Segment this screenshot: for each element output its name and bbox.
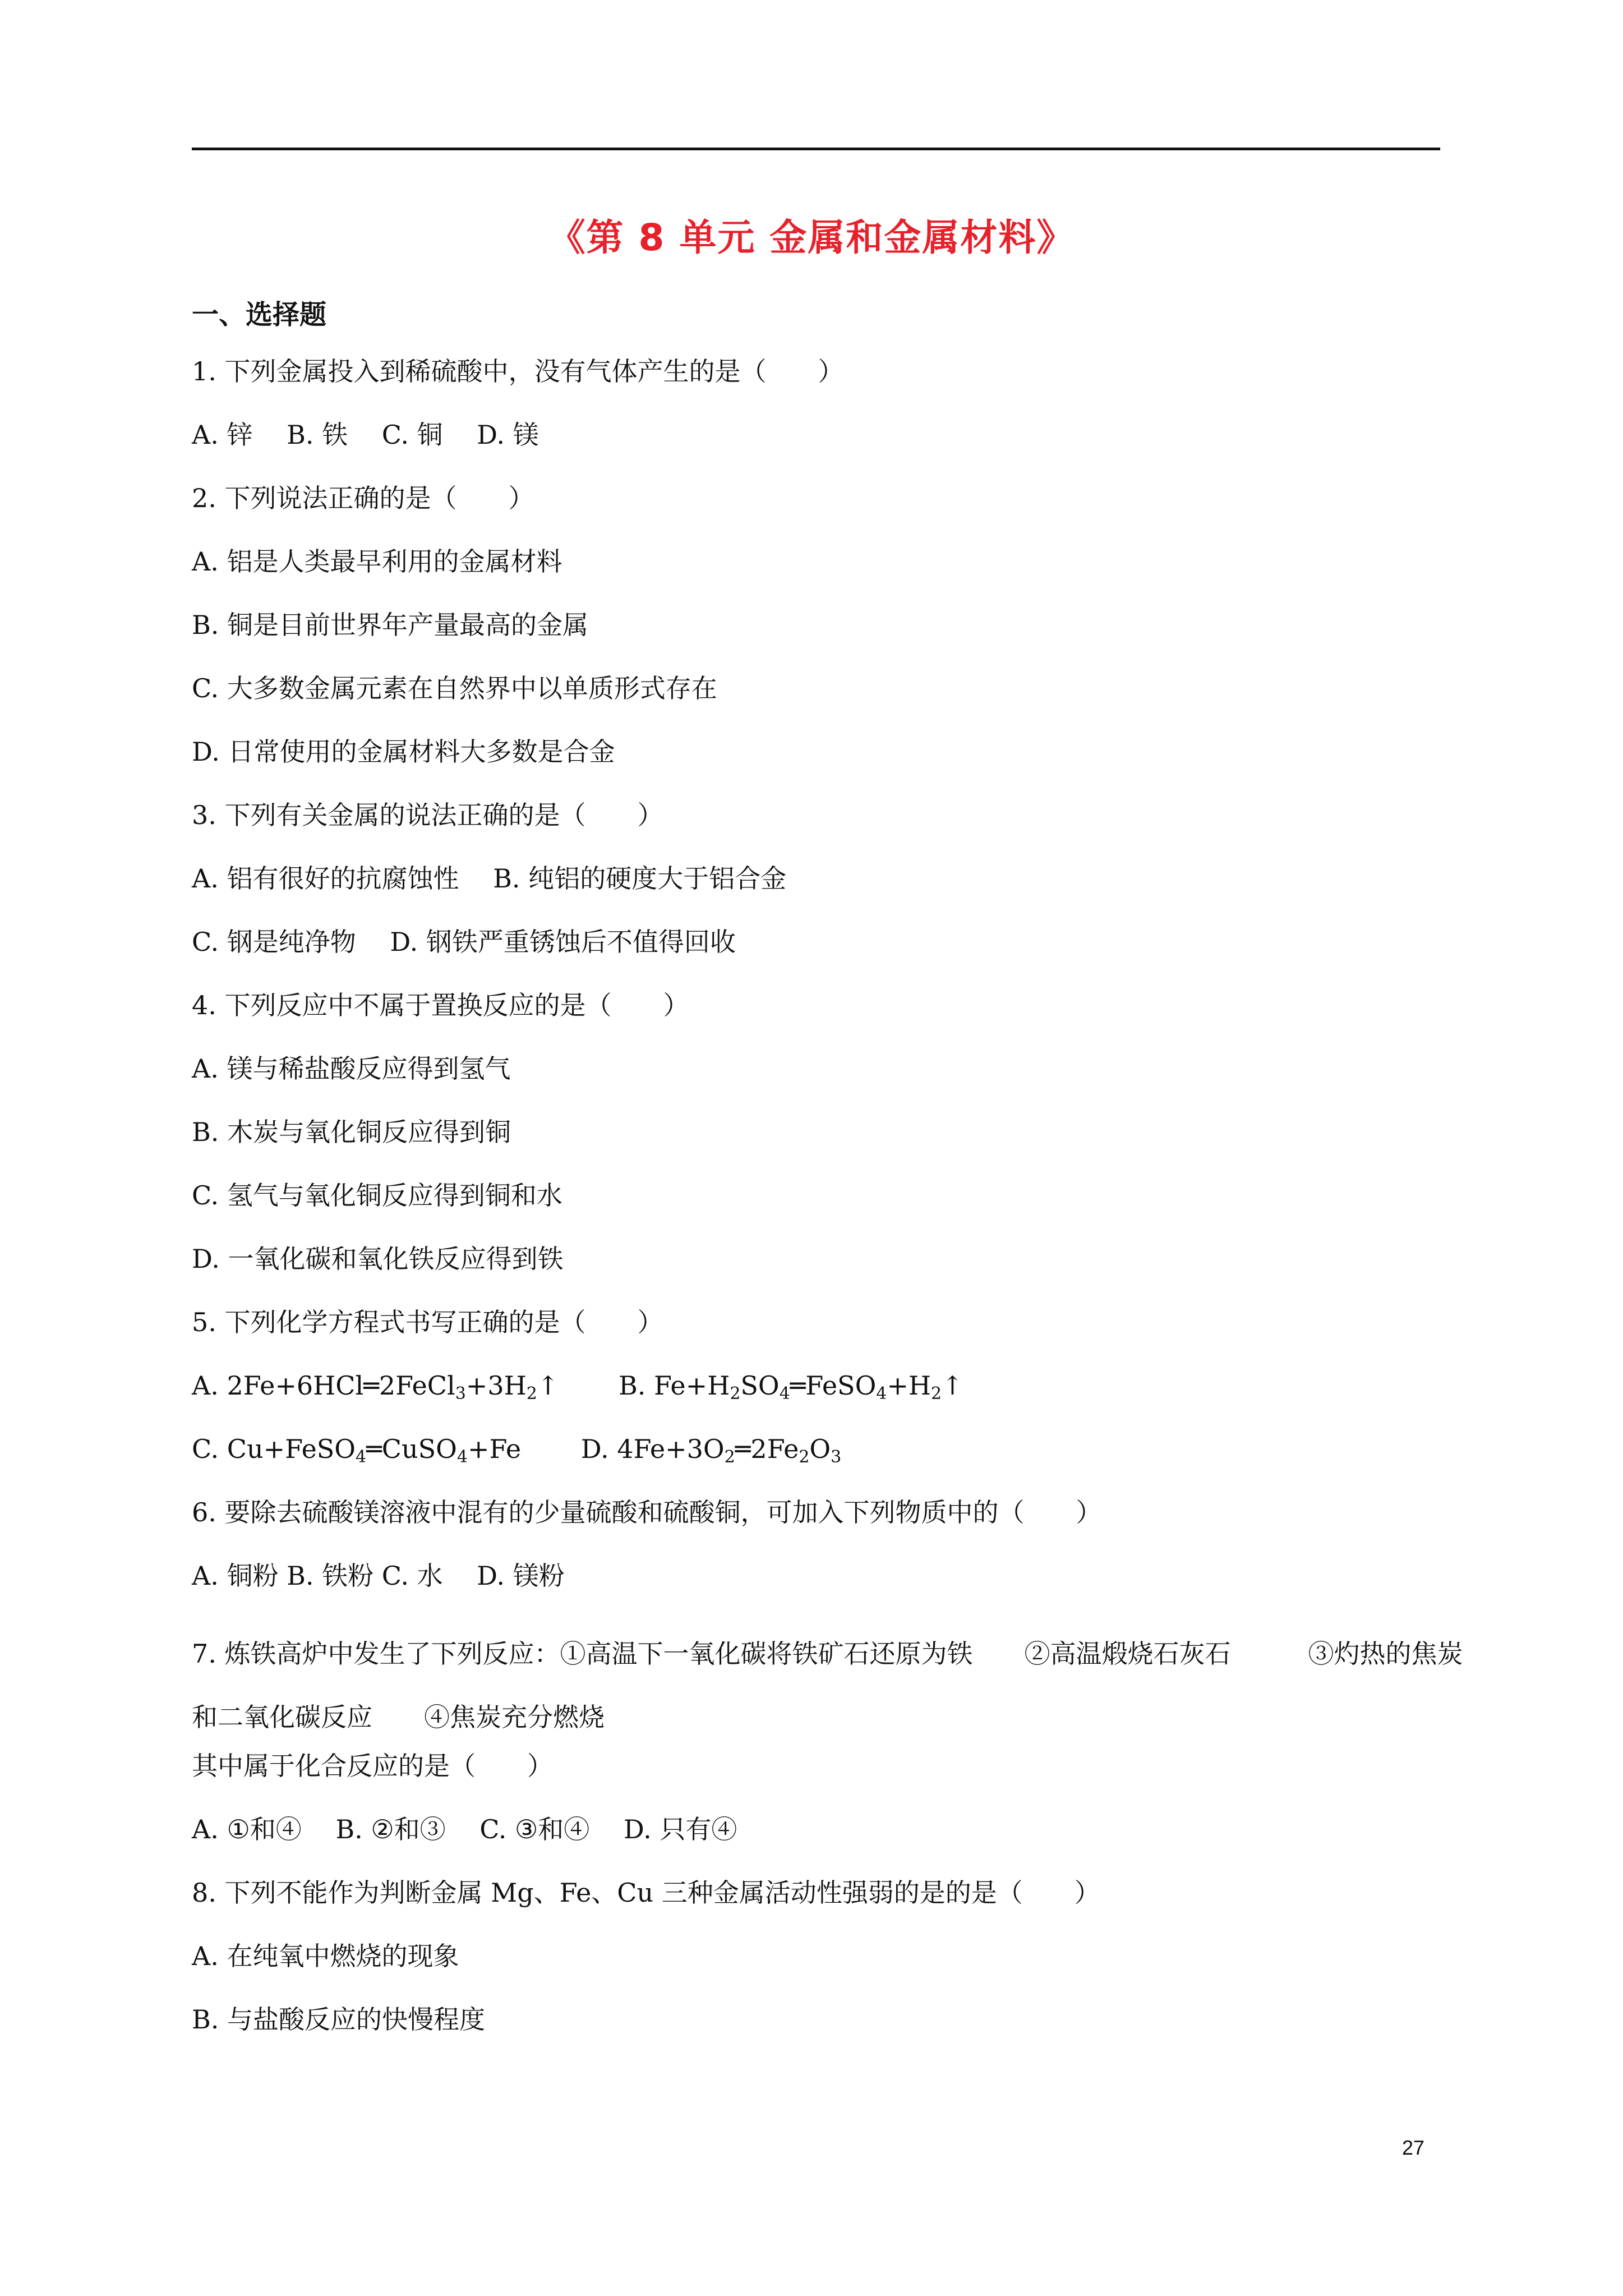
question-2-option-b: B. 铜是目前世界年产量最高的金属 [192,610,589,640]
page-title: 《第 8 单元 金属和金属材料》 [548,216,1075,259]
question-2-stem: 2. 下列说法正确的是（ ） [192,483,534,513]
question-5-options-ab: A. $2Fe+6HCl═2FeCl_3+3H_2↑$ B. $Fe+H_2SO_4═FeSO_4+H_2↑$ [192,1370,963,1404]
question-3-stem: 3. 下列有关金属的说法正确的是（ ） [192,800,663,830]
page-number: 27 [1402,2136,1425,2159]
question-4-option-b: B. 木炭与氧化铜反应得到铜 [192,1117,511,1147]
question-4-option-c: C. 氢气与氧化铜反应得到铜和水 [192,1180,562,1211]
question-1-options: A. 锌 B. 铁 C. 铜 D. 镁 [192,420,539,450]
question-7-stem: 7. 炼铁高炉中发生了下列反应：①高温下一氧化碳将铁矿石还原为铁 ②高温煅烧石灰石 ③灼热的焦炭和二氧化碳反应 ④焦炭充分燃烧 [192,1639,1463,1732]
question-7-options: A. ①和④ B. ②和③ C. ③和④ D. 只有④ [192,1814,737,1844]
question-3-options-cd: C. 钢是纯净物 D. 钢铁严重锈蚀后不值得回收 [192,927,736,957]
question-2-option-c: C. 大多数金属元素在自然界中以单质形式存在 [192,673,717,703]
question-6-stem: 6. 要除去硫酸镁溶液中混有的少量硫酸和硫酸铜，可加入下列物质中的（ ） [192,1497,1102,1527]
question-1-stem: 1. 下列金属投入到稀硫酸中，没有气体产生的是（ ） [192,356,844,386]
question-8-stem: 8. 下列不能作为判断金属 Mg、Fe、Cu 三种金属活动性强弱的是的是（ ） [192,1878,1100,1908]
question-2-option-a: A. 铝是人类最早利用的金属材料 [192,546,562,577]
question-4-option-a: A. 镁与稀盐酸反应得到氢气 [192,1053,511,1084]
question-8-option-a: A. 在纯氧中燃烧的现象 [192,1941,459,1971]
question-8-option-b: B. 与盐酸反应的快慢程度 [192,2004,486,2035]
question-2-option-d: D. 日常使用的金属材料大多数是合金 [192,737,615,767]
question-5-stem: 5. 下列化学方程式书写正确的是（ ） [192,1307,663,1337]
question-7-sub: 其中属于化合反应的是（ ） [192,1751,553,1781]
question-6-options: A. 铜粉 B. 铁粉 C. 水 D. 镁粉 [192,1561,565,1591]
question-3-options-ab: A. 铝有很好的抗腐蚀性 B. 纯铝的硬度大于铝合金 [192,863,787,894]
question-5-options-cd: C. Cu+FeSO$_4$═CuSO$_4$+Fe D. $4Fe+3O_2═2Fe_2O_3$ [192,1434,842,1467]
question-4-stem: 4. 下列反应中不属于置换反应的是（ ） [192,990,689,1020]
question-4-option-d: D. 一氧化碳和氧化铁反应得到铁 [192,1244,564,1274]
section-heading: 一、选择题 [192,299,327,330]
header-rule [192,148,1440,150]
